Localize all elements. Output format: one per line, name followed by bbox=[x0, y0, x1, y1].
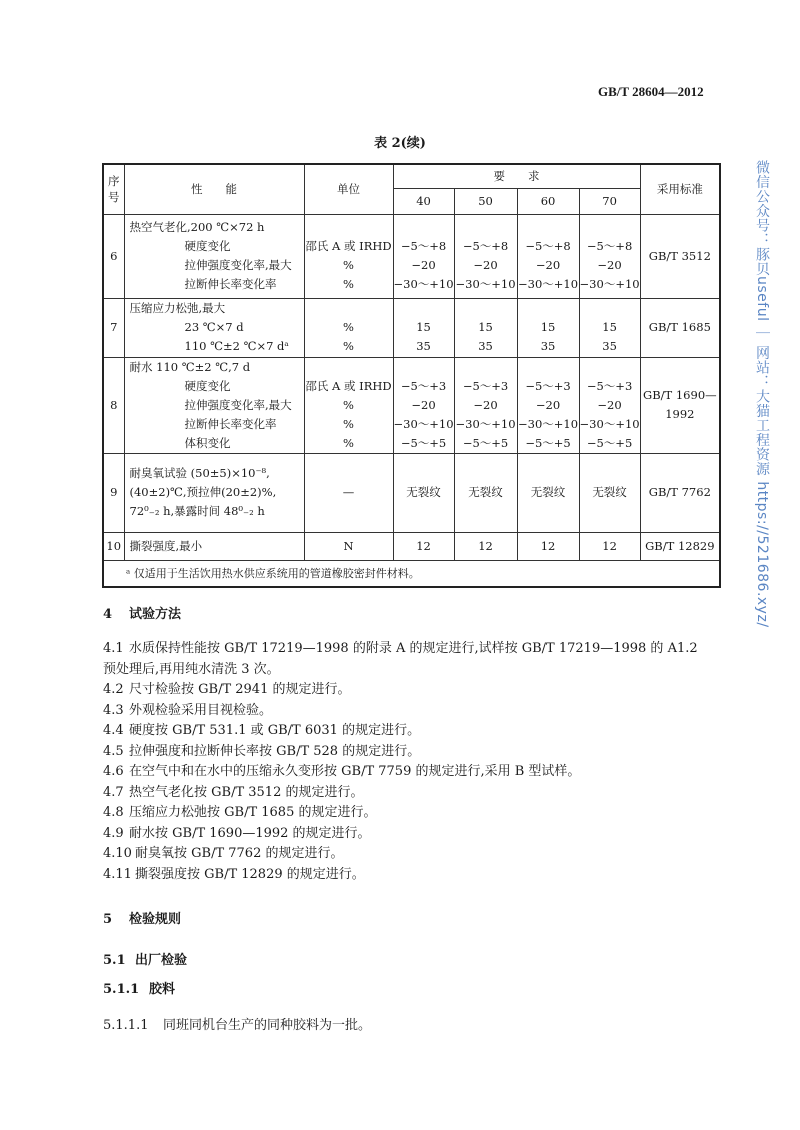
value-line: 无裂纹 bbox=[406, 485, 441, 499]
table-row bbox=[103, 532, 720, 560]
clause-number: 4.8 bbox=[103, 805, 124, 820]
value-line: −30～+10 bbox=[455, 416, 516, 431]
row-value-grade-70 bbox=[579, 214, 640, 298]
unit-line: — bbox=[342, 485, 355, 499]
header-seq: 序号 bbox=[103, 164, 124, 214]
section-5-1-heading bbox=[103, 949, 187, 968]
value-line: −5～+3 bbox=[462, 378, 509, 393]
row-value-grade-40 bbox=[393, 532, 454, 560]
row-value-grade-50 bbox=[454, 453, 517, 532]
clause-text: 在空气中和在水中的压缩永久变形按 GB/T 7759 的规定进行,采用 B 型试样。 bbox=[129, 764, 581, 779]
row-value-grade-40 bbox=[393, 214, 454, 298]
section-number: 5 bbox=[103, 912, 113, 927]
clause-text: 水质保持性能按 GB/T 17219—1998 的附录 A 的规定进行,试样按 GB/T 17219—1998 的 A1.2 bbox=[129, 641, 698, 656]
table-footnote: ᵃ 仅适用于生活饮用热水供应系统用的管道橡胶密封件材料。 bbox=[103, 560, 720, 587]
clause-text: 压缩应力松弛按 GB/T 1685 的规定进行。 bbox=[129, 805, 377, 820]
value-line: −20 bbox=[411, 258, 436, 272]
section-4-heading bbox=[103, 603, 181, 622]
property-line: 23 ℃×7 d bbox=[184, 320, 244, 334]
clause-4-10 bbox=[103, 842, 343, 861]
property-line: 体积变化 bbox=[184, 435, 231, 450]
value-line bbox=[394, 358, 454, 377]
requirements-table bbox=[102, 163, 721, 588]
row-value-grade-70 bbox=[579, 453, 640, 532]
value-line bbox=[518, 358, 579, 377]
table-row bbox=[103, 214, 720, 298]
unit-line bbox=[305, 299, 393, 318]
section-5-1-1-heading bbox=[103, 978, 175, 997]
value-line: 35 bbox=[602, 339, 617, 353]
value-line: −5～+8 bbox=[400, 239, 447, 253]
value-line: −5～+8 bbox=[586, 239, 633, 253]
value-line bbox=[580, 299, 640, 318]
row-value-grade-60 bbox=[517, 214, 579, 298]
table-row bbox=[103, 453, 720, 532]
header-standard: 采用标准 bbox=[640, 164, 720, 214]
clause-text: 拉伸强度和拉断伸长率按 GB/T 528 的规定进行。 bbox=[129, 743, 421, 759]
value-line bbox=[580, 218, 640, 237]
clause-number: 4.9 bbox=[103, 825, 124, 841]
clause-text: 撕裂强度按 GB/T 12829 的规定进行。 bbox=[135, 866, 365, 882]
header-requirement: 要 求 bbox=[393, 164, 640, 188]
value-line: −5～+3 bbox=[586, 378, 633, 393]
unit-line: 邵氏 A 或 IRHD bbox=[305, 378, 392, 393]
clause-5-1-1-1 bbox=[103, 1014, 371, 1033]
value-line: −20 bbox=[473, 397, 498, 412]
table-row bbox=[103, 357, 720, 453]
watermark: 微信公众号：豚贝useful ｜ 网站：大猫工程资源 https://521686.xyz/ bbox=[754, 160, 770, 628]
row-value-grade-60 bbox=[517, 532, 579, 560]
unit-line bbox=[305, 358, 393, 377]
property-line: 撕裂强度,最小 bbox=[129, 538, 203, 553]
value-line: −5～+5 bbox=[462, 435, 509, 450]
value-line: −5～+3 bbox=[400, 378, 447, 393]
row-property bbox=[124, 532, 304, 560]
value-line bbox=[455, 299, 517, 318]
unit-line: 邵氏 A 或 IRHD bbox=[305, 239, 392, 253]
property-line: 耐水 110 ℃±2 ℃,7 d bbox=[129, 359, 251, 374]
value-line: 无裂纹 bbox=[530, 485, 566, 499]
row-standard: GB/T 1690— 1992 bbox=[640, 357, 720, 453]
value-line: −30～+10 bbox=[579, 416, 640, 431]
value-line: −5～+5 bbox=[586, 435, 633, 450]
property-line: 硬度变化 bbox=[184, 239, 231, 253]
value-line: −5～+3 bbox=[525, 378, 571, 393]
row-standard: GB/T 7762 bbox=[640, 453, 720, 532]
value-line: −30～+10 bbox=[393, 416, 454, 431]
table-row bbox=[103, 298, 720, 357]
header-grade: 40 bbox=[393, 188, 454, 214]
clause-number: 5.1.1.1 bbox=[103, 1018, 149, 1033]
value-line: −30～+10 bbox=[518, 277, 579, 291]
section-5-heading bbox=[103, 908, 181, 927]
unit-line: % bbox=[343, 339, 354, 353]
value-line: −5～+8 bbox=[462, 239, 509, 253]
value-line: −20 bbox=[535, 258, 561, 272]
row-value-grade-60 bbox=[517, 357, 579, 453]
value-line bbox=[580, 358, 640, 377]
property-line: 拉伸强度变化率,最大 bbox=[184, 397, 292, 412]
header-unit: 单位 bbox=[304, 164, 393, 214]
value-line: 35 bbox=[540, 339, 556, 353]
document-code: GB/T 28604—2012 bbox=[598, 84, 704, 99]
value-line: 无裂纹 bbox=[468, 485, 503, 499]
property-line: 压缩应力松弛,最大 bbox=[129, 301, 226, 315]
value-line: −5～+5 bbox=[400, 435, 447, 450]
unit-line: % bbox=[343, 435, 354, 450]
clause-number: 4.6 bbox=[103, 764, 124, 779]
value-line: −20 bbox=[473, 258, 498, 272]
property-line: 110 ℃±2 ℃×7 dᵃ bbox=[184, 339, 289, 353]
clause-text: 同班同机台生产的同种胶料为一批。 bbox=[163, 1018, 372, 1033]
unit-line: % bbox=[343, 258, 354, 272]
property-line: 硬度变化 bbox=[184, 378, 231, 393]
row-unit bbox=[304, 532, 393, 560]
row-unit bbox=[304, 298, 393, 357]
clause-number: 4.2 bbox=[103, 682, 124, 697]
value-line: 12 bbox=[478, 538, 493, 553]
row-property bbox=[124, 357, 304, 453]
property-line: 耐臭氧试验 (50±5)×10⁻⁸, bbox=[129, 466, 270, 480]
clause-4-5 bbox=[103, 740, 420, 759]
clause-number: 4.7 bbox=[103, 784, 124, 800]
clause-text: 外观检验采用目视检验。 bbox=[129, 702, 273, 718]
clause-cont bbox=[103, 658, 280, 677]
row-value-grade-70 bbox=[579, 298, 640, 357]
header-row bbox=[103, 164, 720, 188]
value-line: −5～+8 bbox=[525, 239, 571, 253]
value-line: −20 bbox=[597, 397, 622, 412]
value-line: −20 bbox=[597, 258, 622, 272]
row-value-grade-50 bbox=[454, 298, 517, 357]
value-line: −5～+5 bbox=[525, 435, 571, 450]
value-line: 12 bbox=[540, 538, 556, 553]
row-value-grade-40 bbox=[393, 357, 454, 453]
value-line bbox=[518, 299, 579, 318]
row-value-grade-70 bbox=[579, 532, 640, 560]
header-grade: 60 bbox=[517, 188, 579, 214]
row-value-grade-60 bbox=[517, 298, 579, 357]
row-value-grade-50 bbox=[454, 357, 517, 453]
value-line: −30～+10 bbox=[579, 277, 640, 291]
value-line: 无裂纹 bbox=[592, 485, 627, 499]
value-line: 15 bbox=[478, 320, 493, 334]
header-grade: 70 bbox=[579, 188, 640, 214]
value-line: −30～+10 bbox=[455, 277, 516, 291]
clause-number: 4.3 bbox=[103, 702, 124, 718]
clause-4-2 bbox=[103, 678, 350, 697]
row-property bbox=[124, 214, 304, 298]
value-line: 15 bbox=[416, 320, 431, 334]
clause-4-3 bbox=[103, 699, 272, 718]
clause-text: 耐臭氧按 GB/T 7762 的规定进行。 bbox=[135, 846, 344, 861]
clause-4-11 bbox=[103, 863, 365, 882]
row-value-grade-50 bbox=[454, 214, 517, 298]
table-title: 表 2(续) bbox=[374, 136, 426, 151]
clause-number: 4.10 bbox=[103, 846, 132, 861]
section-number: 5.1.1 bbox=[103, 982, 140, 997]
section-title: 试验方法 bbox=[129, 607, 182, 622]
header-grade: 50 bbox=[454, 188, 517, 214]
clause-text: 硬度按 GB/T 531.1 或 GB/T 6031 的规定进行。 bbox=[129, 723, 421, 738]
clause-text: 耐水按 GB/T 1690—1992 的规定进行。 bbox=[129, 825, 371, 841]
unit-line: % bbox=[343, 397, 354, 412]
row-value-grade-50 bbox=[454, 532, 517, 560]
row-seq: 8 bbox=[103, 357, 124, 453]
row-seq: 10 bbox=[103, 532, 124, 560]
clause-text: 尺寸检验按 GB/T 2941 的规定进行。 bbox=[129, 682, 351, 697]
row-seq: 6 bbox=[103, 214, 124, 298]
row-standard: GB/T 3512 bbox=[640, 214, 720, 298]
row-property bbox=[124, 453, 304, 532]
row-standard: GB/T 12829 bbox=[640, 532, 720, 560]
row-value-grade-70 bbox=[579, 357, 640, 453]
clause-number: 4.4 bbox=[103, 723, 124, 738]
clause-number: 4.5 bbox=[103, 743, 124, 759]
clause-4-1 bbox=[103, 637, 698, 656]
clause-4-6 bbox=[103, 760, 580, 779]
value-line bbox=[455, 358, 517, 377]
section-title: 胶料 bbox=[149, 982, 176, 997]
value-line: −20 bbox=[411, 397, 436, 412]
value-line: −30～+10 bbox=[393, 277, 454, 291]
clause-4-9 bbox=[103, 822, 371, 841]
row-value-grade-40 bbox=[393, 453, 454, 532]
section-number: 4 bbox=[103, 607, 113, 622]
property-line: (40±2)℃,预拉伸(20±2)%, bbox=[129, 485, 277, 499]
row-unit bbox=[304, 214, 393, 298]
unit-line: N bbox=[343, 538, 354, 553]
unit-line: % bbox=[343, 416, 354, 431]
row-unit bbox=[304, 453, 393, 532]
value-line bbox=[455, 218, 517, 237]
row-standard: GB/T 1685 bbox=[640, 298, 720, 357]
clause-text: 热空气老化按 GB/T 3512 的规定进行。 bbox=[129, 784, 364, 800]
clause-4-8 bbox=[103, 801, 376, 820]
unit-line bbox=[305, 218, 393, 237]
section-title: 出厂检验 bbox=[135, 953, 188, 968]
row-value-grade-40 bbox=[393, 298, 454, 357]
unit-line: % bbox=[343, 277, 354, 291]
footnote-row bbox=[103, 560, 720, 587]
property-line: 拉断伸长率变化率 bbox=[184, 416, 277, 431]
value-line bbox=[394, 218, 454, 237]
property-line: 拉伸强度变化率,最大 bbox=[184, 258, 292, 272]
clause-text: 预处理后,再用纯水清洗 3 次。 bbox=[103, 661, 280, 677]
property-line: 热空气老化,200 ℃×72 h bbox=[129, 220, 265, 234]
section-title: 检验规则 bbox=[129, 912, 182, 927]
value-line: 15 bbox=[602, 320, 617, 334]
clause-4-7 bbox=[103, 781, 363, 800]
value-line bbox=[394, 299, 454, 318]
row-seq: 9 bbox=[103, 453, 124, 532]
row-value-grade-60 bbox=[517, 453, 579, 532]
value-line: 12 bbox=[602, 538, 617, 553]
row-unit bbox=[304, 357, 393, 453]
clause-number: 4.1 bbox=[103, 641, 124, 656]
value-line: 35 bbox=[478, 339, 493, 353]
clause-4-4 bbox=[103, 719, 420, 738]
value-line: 15 bbox=[540, 320, 556, 334]
value-line: −20 bbox=[535, 397, 561, 412]
value-line: 35 bbox=[416, 339, 431, 353]
value-line: −30～+10 bbox=[518, 416, 579, 431]
value-line: 12 bbox=[416, 538, 431, 553]
row-seq: 7 bbox=[103, 298, 124, 357]
clause-number: 4.11 bbox=[103, 866, 132, 882]
unit-line: % bbox=[343, 320, 354, 334]
header-property: 性 能 bbox=[124, 164, 304, 214]
property-line: 72⁰₋₂ h,暴露时间 48⁰₋₂ h bbox=[129, 504, 265, 518]
value-line bbox=[518, 218, 579, 237]
row-property bbox=[124, 298, 304, 357]
section-number: 5.1 bbox=[103, 953, 126, 968]
property-line: 拉断伸长率变化率 bbox=[184, 277, 277, 291]
